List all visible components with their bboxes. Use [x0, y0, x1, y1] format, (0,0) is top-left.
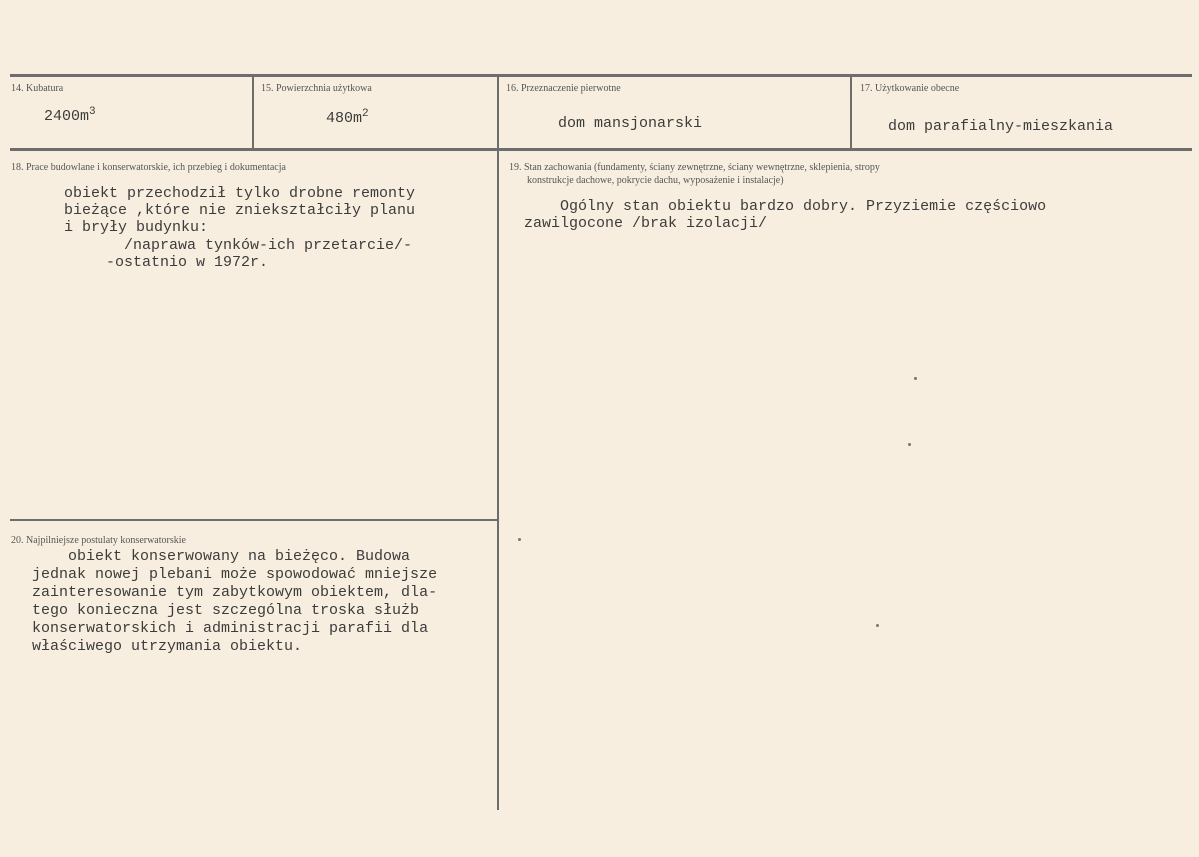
- field-14-label: 14. Kubatura: [11, 83, 64, 94]
- field-15-value: [326, 108, 369, 127]
- field-14-number: 2400m: [44, 108, 90, 125]
- field-18-line-3: i bryły budynku:: [64, 219, 209, 236]
- field-19-line-1: Ogólny stan obiektu bardzo dobry. Przyziemie częściowo: [524, 198, 1047, 215]
- field-15-number: 480m: [326, 110, 363, 127]
- field-20-line-6: właściwego utrzymania obiektu.: [32, 638, 303, 655]
- field-20-line-2: jednak nowej plebani może spowodować mniejsze: [32, 566, 438, 583]
- divider-14-15: [252, 76, 254, 150]
- field-14-exponent: 3: [89, 106, 96, 118]
- field-20-line-3: zainteresowanie tym zabytkowym obiektem, dla-: [32, 584, 438, 601]
- field-16-value: dom mansjonarski: [558, 115, 703, 132]
- paper-speck: [914, 377, 917, 380]
- paper-speck: [518, 538, 521, 541]
- field-19-line-2: zawilgocone /brak izolacji/: [524, 215, 768, 232]
- field-18-line-2: bieżące ,które nie zniekształciły planu: [64, 202, 416, 219]
- field-17-value: dom parafialny-mieszkania: [888, 118, 1114, 135]
- field-16-label: 16. Przeznaczenie pierwotne: [506, 83, 621, 94]
- field-17-label: 17. Użytkowanie obecne: [860, 83, 960, 94]
- paper-speck: [876, 624, 879, 627]
- paper-speck: [908, 443, 911, 446]
- divider-16-17: [850, 76, 852, 150]
- field-18-line-4: /naprawa tynków-ich przetarcie/-: [88, 237, 413, 254]
- field-20-line-4: tego konieczna jest szczególna troska służb: [32, 602, 420, 619]
- section20-top-rule: [10, 519, 498, 521]
- field-20-line-1: obiekt konserwowany na bieżęco. Budowa: [32, 548, 411, 565]
- field-18-label: 18. Prace budowlane i konserwatorskie, ich przebieg i dokumentacja: [11, 162, 286, 173]
- field-15-exponent: 2: [362, 108, 369, 120]
- row1-bottom-rule: [10, 148, 1192, 151]
- divider-15-16: [497, 76, 499, 810]
- top-rule: [10, 74, 1192, 77]
- field-18-line-1: obiekt przechodził tylko drobne remonty: [64, 185, 416, 202]
- field-19-label-line-1: 19. Stan zachowania (fundamenty, ściany zewnętrzne, ściany wewnętrzne, sklepienia, stropy: [509, 162, 880, 173]
- field-14-value: [44, 106, 96, 125]
- field-18-line-5: -ostatnio w 1972r.: [88, 254, 269, 271]
- field-19-label-line-2: konstrukcje dachowe, pokrycie dachu, wyposażenie i instalacje): [527, 175, 784, 186]
- field-15-label: 15. Powierzchnia użytkowa: [261, 83, 372, 94]
- field-20-label: 20. Najpilniejsze postulaty konserwatorskie: [11, 535, 186, 546]
- field-20-line-5: konserwatorskich i administracji parafii dla: [32, 620, 429, 637]
